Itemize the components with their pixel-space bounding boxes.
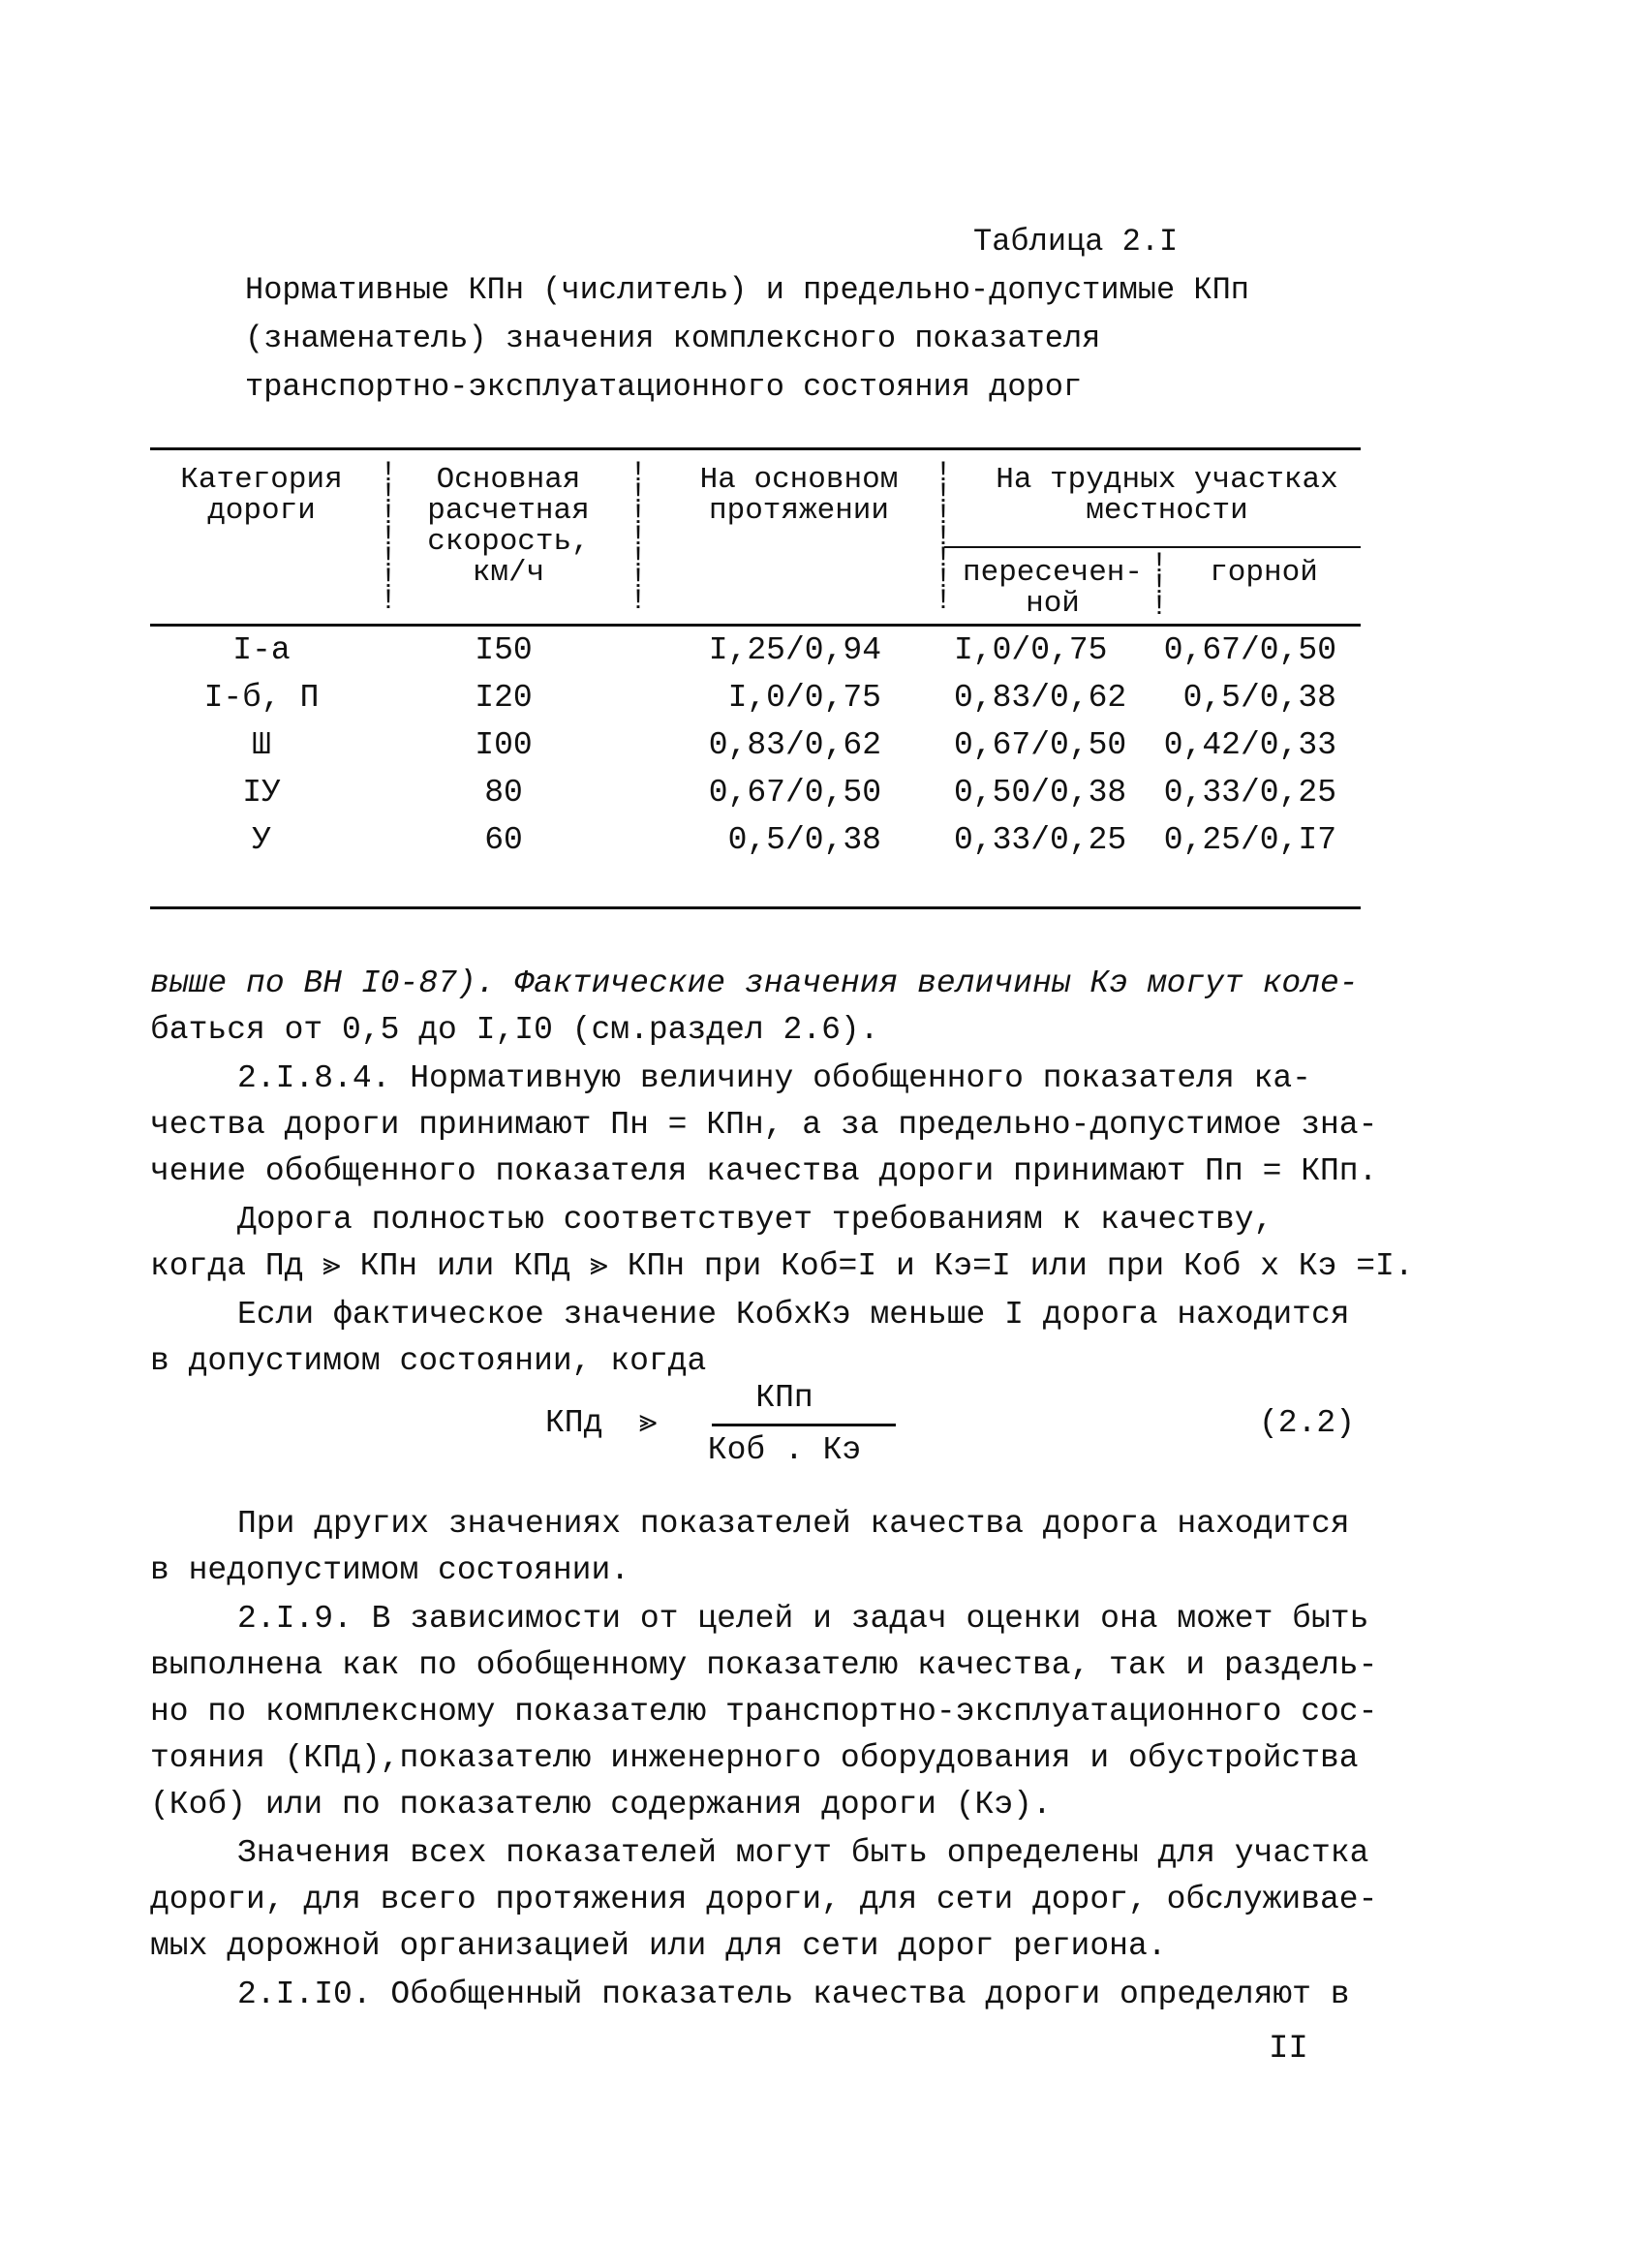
cell-category: У bbox=[252, 822, 271, 858]
body-line: когда Пд ⪢ КПн или КПд ⪢ КПн при Коб=I и Кэ=I или при Коб х Кэ =I. bbox=[150, 1248, 1414, 1284]
body-line: Значения всех показателей могут быть определены для участка bbox=[237, 1835, 1369, 1871]
formula-number: (2.2) bbox=[1259, 1405, 1356, 1441]
header-difficult: На трудных участках местности bbox=[996, 463, 1338, 528]
cell-category: Ш bbox=[252, 727, 271, 763]
cell-rugged: I,0/0,75 bbox=[954, 632, 1108, 668]
body-line: в недопустимом состоянии. bbox=[150, 1552, 630, 1588]
body-line: тояния (КПд),показателю инженерного оборудования и обустройства bbox=[150, 1740, 1359, 1776]
body-line: выше по ВН I0-87). Фактические значения величины Кэ могут коле- bbox=[150, 965, 1359, 1001]
formula-operator: ⪢ bbox=[639, 1405, 658, 1441]
cell-rugged: 0,83/0,62 bbox=[954, 680, 1127, 716]
cell-category: I-б, П bbox=[203, 680, 320, 716]
formula-numerator: КПп bbox=[755, 1380, 813, 1416]
body-line: дороги, для всего протяжения дороги, для сети дорог, обслуживае- bbox=[150, 1882, 1378, 1917]
cell-category: I-а bbox=[232, 632, 291, 668]
header-main: На основном протяжении bbox=[699, 463, 899, 528]
header-rugged: пересечен- ной bbox=[962, 556, 1144, 621]
body-line: 2.I.I0. Обобщенный показатель качества дороги определяют в bbox=[237, 1977, 1350, 2012]
column-separator-1: ! ! ! ! ! ! ! bbox=[380, 457, 398, 618]
body-line: баться от 0,5 до I,I0 (см.раздел 2.6). bbox=[150, 1012, 879, 1048]
table-bottom-rule bbox=[150, 906, 1361, 909]
formula-denominator: Коб . Кэ bbox=[707, 1432, 862, 1468]
cell-main: I,25/0,94 bbox=[708, 632, 881, 668]
cell-main: 0,67/0,50 bbox=[708, 775, 881, 811]
table-top-rule bbox=[150, 447, 1361, 450]
cell-mountain: 0,42/0,33 bbox=[1163, 727, 1336, 763]
body-line: но по комплексному показателю транспортно-эксплуатационного сос- bbox=[150, 1694, 1378, 1730]
formula-lhs: КПд bbox=[545, 1405, 603, 1441]
body-line: Дорога полностью соответствует требованиям к качеству, bbox=[237, 1202, 1273, 1238]
cell-speed: 60 bbox=[484, 822, 523, 858]
table-caption-line-3: транспортно-эксплуатационного состояния дорог bbox=[245, 369, 1083, 405]
cell-category: IУ bbox=[242, 775, 281, 811]
cell-main: 0,5/0,38 bbox=[727, 822, 881, 858]
cell-speed: I20 bbox=[475, 680, 533, 716]
column-separator-2: ! ! ! ! ! ! ! bbox=[629, 457, 648, 618]
cell-mountain: 0,25/0,I7 bbox=[1163, 822, 1336, 858]
cell-mountain: 0,33/0,25 bbox=[1163, 775, 1336, 811]
table-label: Таблица 2.I bbox=[973, 224, 1179, 260]
body-line: чение обобщенного показателя качества дороги принимают Пп = КПп. bbox=[150, 1153, 1378, 1189]
body-line: в допустимом состоянии, когда bbox=[150, 1343, 707, 1379]
cell-speed: I00 bbox=[475, 727, 533, 763]
page-number: II bbox=[1269, 2031, 1308, 2068]
column-separator-4: ! ! ! bbox=[1150, 548, 1169, 624]
body-line: (Коб) или по показателю содержания дороги (Кэ). bbox=[150, 1787, 1052, 1823]
header-speed: Основная расчетная скорость, км/ч bbox=[427, 463, 590, 590]
cell-speed: 80 bbox=[484, 775, 523, 811]
cell-rugged: 0,67/0,50 bbox=[954, 727, 1127, 763]
cell-rugged: 0,50/0,38 bbox=[954, 775, 1127, 811]
body-line: выполнена как по обобщенному показателю качества, так и раздель- bbox=[150, 1647, 1378, 1683]
table-header-bottom-rule bbox=[150, 624, 1361, 627]
cell-main: I,0/0,75 bbox=[727, 680, 881, 716]
formula-fraction-bar bbox=[712, 1424, 896, 1426]
column-separator-3: ! ! ! ! ! ! ! bbox=[935, 457, 953, 618]
header-category: Категория дороги bbox=[180, 463, 343, 528]
cell-speed: I50 bbox=[475, 632, 533, 668]
body-line: При других значениях показателей качества дорога находится bbox=[237, 1506, 1350, 1542]
table-caption-line-1: Нормативные КПн (числитель) и предельно-допустимые КПп bbox=[245, 272, 1249, 308]
body-line: 2.I.8.4. Нормативную величину обобщенного показателя ка- bbox=[237, 1060, 1311, 1096]
cell-main: 0,83/0,62 bbox=[708, 727, 881, 763]
header-mountain: горной bbox=[1210, 556, 1318, 590]
cell-mountain: 0,5/0,38 bbox=[1182, 680, 1336, 716]
body-line: чества дороги принимают Пн = КПн, а за предельно-допустимое зна- bbox=[150, 1107, 1378, 1143]
body-line: 2.I.9. В зависимости от целей и задач оценки она может быть bbox=[237, 1601, 1369, 1637]
body-line: Если фактическое значение КобхКэ меньше I дорога находится bbox=[237, 1297, 1350, 1333]
body-line: мых дорожной организацией или для сети дорог региона. bbox=[150, 1928, 1167, 1964]
cell-mountain: 0,67/0,50 bbox=[1163, 632, 1336, 668]
table-caption-line-2: (знаменатель) значения комплексного показателя bbox=[245, 321, 1101, 356]
cell-rugged: 0,33/0,25 bbox=[954, 822, 1127, 858]
